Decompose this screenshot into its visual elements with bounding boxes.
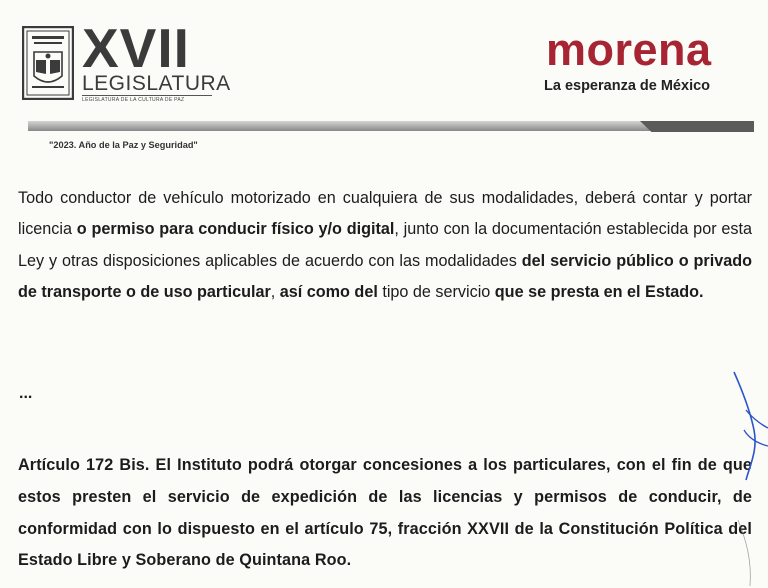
paragraph-segment: ,	[270, 282, 280, 301]
paragraph-segment: tipo de servicio	[377, 282, 495, 301]
paragraph-license-requirement	[18, 183, 752, 308]
party-logo-text: morena	[546, 24, 712, 75]
paragraph-segment-bold: o permiso para conducir físico y/o digital	[76, 220, 395, 239]
paragraph-segment: , junto con la documentación establecida por esta Ley y otras disposiciones aplicables de acuerdo con las modalidades	[18, 220, 752, 270]
legislature-subtitle: LEGISLATURA DE LA CULTURA DE PAZ	[82, 97, 185, 103]
handwritten-signature	[720, 370, 768, 588]
paragraph-segment-bold: del servicio público o privado de transporte o de uso particular	[18, 251, 752, 301]
paragraph-article-172-bis: Artículo 172 Bis. El Instituto podrá otorgar concesiones a los particulares, con el fin de que estos presten el servicio de expedición de las licencias y permisos de conducir, de conformidad con lo dispuesto en el artículo 75, fracción XXVII de la Constitución Política del Estado Libre y Soberano de Quintana Roo.	[18, 456, 752, 570]
congress-seal-logo	[22, 26, 74, 100]
paragraph-segment: Todo conductor de vehículo motorizado en cualquiera de sus modalidades, deberá contar y portar licencia	[18, 189, 752, 239]
party-tagline: La esperanza de México	[544, 78, 711, 94]
legislature-divider	[82, 95, 212, 96]
paragraph-segment-bold: que se presta en el Estado.	[494, 282, 704, 301]
paragraph-segment-bold: así como del	[279, 282, 378, 301]
header-gray-band	[28, 121, 678, 131]
year-motto: "2023. Año de la Paz y Seguridad"	[49, 140, 198, 150]
legislature-word: LEGISLATURA	[82, 72, 231, 95]
omission-ellipsis: ...	[19, 385, 33, 402]
header-dark-band	[640, 121, 754, 132]
legislature-number: XVII	[82, 17, 190, 79]
